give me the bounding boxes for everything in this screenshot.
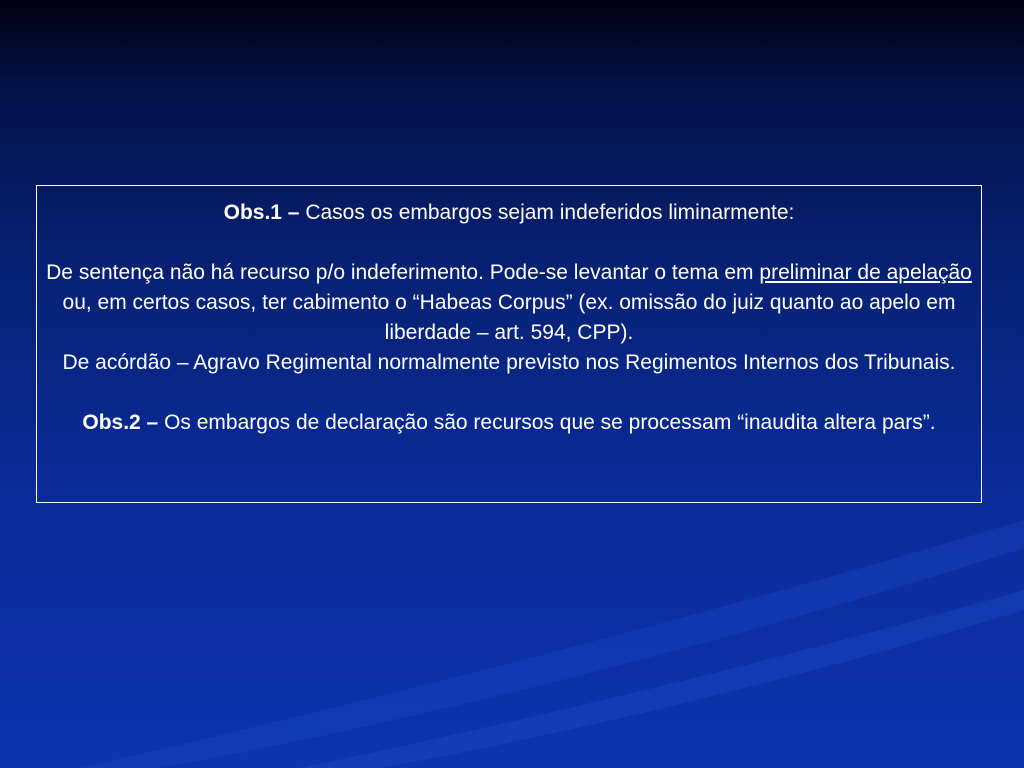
obs1-line: [37, 198, 981, 228]
paragraph-acordao: De acórdão – Agravo Regimental normalmente previsto nos Regimentos Internos dos Tribunais.: [62, 351, 956, 374]
paragraph-sentenca: [37, 258, 981, 348]
obs2-text: Os embargos de declaração são recursos que se processam “inaudita altera pars”.: [158, 411, 936, 434]
spacer: [37, 378, 981, 408]
preliminar-apelacao-text: preliminar de apelação: [759, 261, 972, 284]
obs1-label: Obs.1 –: [223, 201, 300, 224]
obs2-line: [37, 408, 981, 438]
spacer: [37, 228, 981, 258]
obs2-label: Obs.2 –: [82, 411, 159, 434]
obs1-text: Casos os embargos sejam indeferidos liminarmente:: [299, 201, 795, 224]
paragraph-sentenca-end: ou, em certos casos, ter cabimento o “Habeas Corpus” (ex. omissão do juiz quanto ao apelo em liberdade – art. 594, CPP).: [62, 291, 956, 344]
content-box: [36, 185, 982, 503]
paragraph-sentenca-start: De sentença não há recurso p/o indeferimento. Pode-se levantar o tema em: [46, 261, 760, 284]
